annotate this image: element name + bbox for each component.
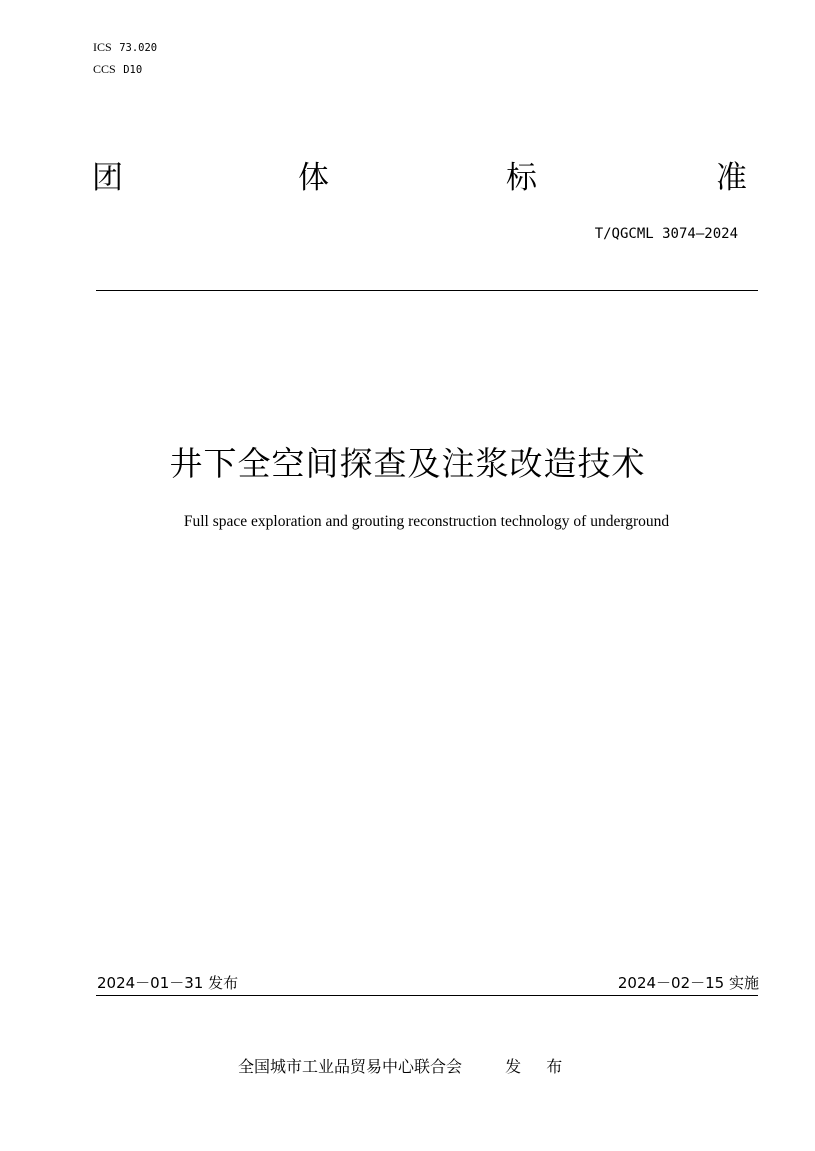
bottom-divider xyxy=(96,995,758,996)
ccs-value: D10 xyxy=(123,64,143,76)
top-divider xyxy=(96,290,758,291)
standard-type-char-4: 准 xyxy=(716,160,747,196)
ics-code xyxy=(93,40,157,55)
title-english: Full space exploration and grouting reconstruction technology of underground xyxy=(183,513,670,530)
publisher-organization: 全国城市工业品贸易中心联合会 xyxy=(238,1057,463,1076)
ics-value: 73.020 xyxy=(119,42,158,54)
publish-date: 2024－01－31 发布 xyxy=(97,974,239,992)
implement-date: 2024－02－15 实施 xyxy=(617,974,759,992)
ics-label: ICS xyxy=(93,40,112,54)
publisher-action: 发 布 xyxy=(505,1057,573,1076)
standard-type-char-2: 体 xyxy=(298,160,329,196)
title-chinese: 井下全空间探查及注浆改造技术 xyxy=(169,444,646,483)
publisher-line xyxy=(238,1054,572,1077)
standard-type-char-1: 团 xyxy=(92,160,123,196)
standard-number: T/QGCML 3074—2024 xyxy=(594,226,738,242)
ccs-label: CCS xyxy=(93,62,116,76)
ccs-code xyxy=(93,62,142,77)
standard-type-char-3: 标 xyxy=(506,160,537,196)
